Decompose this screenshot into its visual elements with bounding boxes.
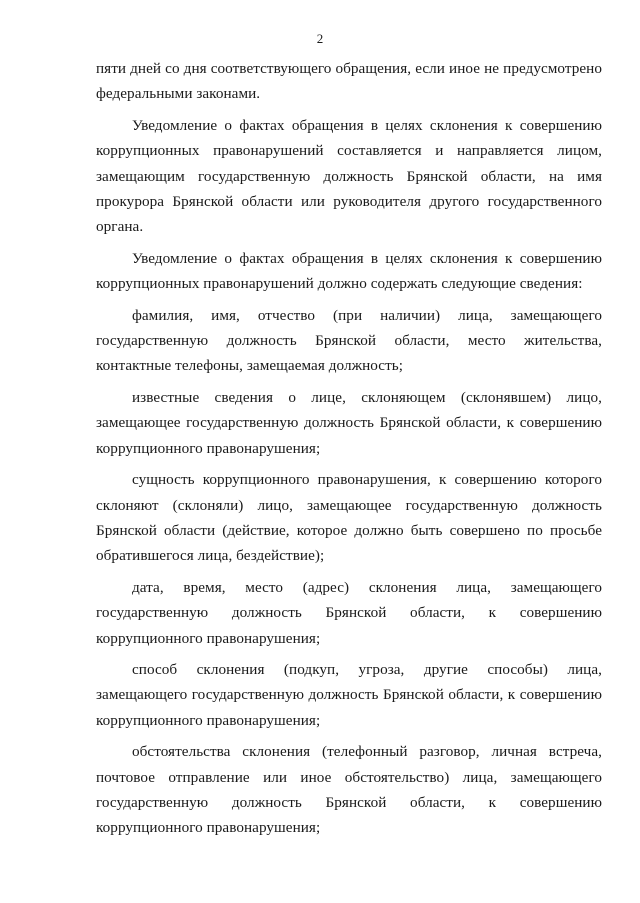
list-item-essence: сущность коррупционного правонарушения, к совершению которого склоняют (склоняли) лицо, замещающее государственную должность Брянской области (действие, которое должно быть совершено по просьбе обратившегося лица, бездействие);: [96, 471, 602, 565]
list-item-known-info: известные сведения о лице, склоняющем (склонявшем) лицо, замещающее государственную должность Брянской области, к совершению коррупционного правонарушения;: [96, 388, 602, 457]
document-body: [96, 56, 602, 847]
paragraph-continuation: пяти дней со дня соответствующего обращения, если иное не предусмотрено федеральными законами.: [96, 60, 602, 103]
list-item-circumstances: обстоятельства склонения (телефонный разговор, личная встреча, почтовое отправление или иное обстоятельство) лица, замещающего государственную должность Брянской области, к совершению коррупционного правонарушения;: [96, 743, 602, 837]
paragraph-notification-procedure: Уведомление о фактах обращения в целях склонения к совершению коррупционных правонарушений составляется и направляется лицом, замещающим государственную должность Брянской области, на имя прокурора Брянской области или руководителя другого государственного органа.: [96, 116, 602, 236]
list-item-method: способ склонения (подкуп, угроза, другие способы) лица, замещающего государственную должность Брянской области, к совершению коррупционного правонарушения;: [96, 660, 602, 729]
list-item-date-place: дата, время, место (адрес) склонения лица, замещающего государственную должность Брянской области, к совершению коррупционного правонарушения;: [96, 578, 602, 647]
page-number: 2: [316, 31, 324, 46]
paragraph-notification-contents: Уведомление о фактах обращения в целях склонения к совершению коррупционных правонарушений должно содержать следующие сведения:: [96, 249, 602, 293]
list-item-full-name: фамилия, имя, отчество (при наличии) лица, замещающего государственную должность Брянской области, место жительства, контактные телефоны, замещаемая должность;: [96, 306, 602, 375]
